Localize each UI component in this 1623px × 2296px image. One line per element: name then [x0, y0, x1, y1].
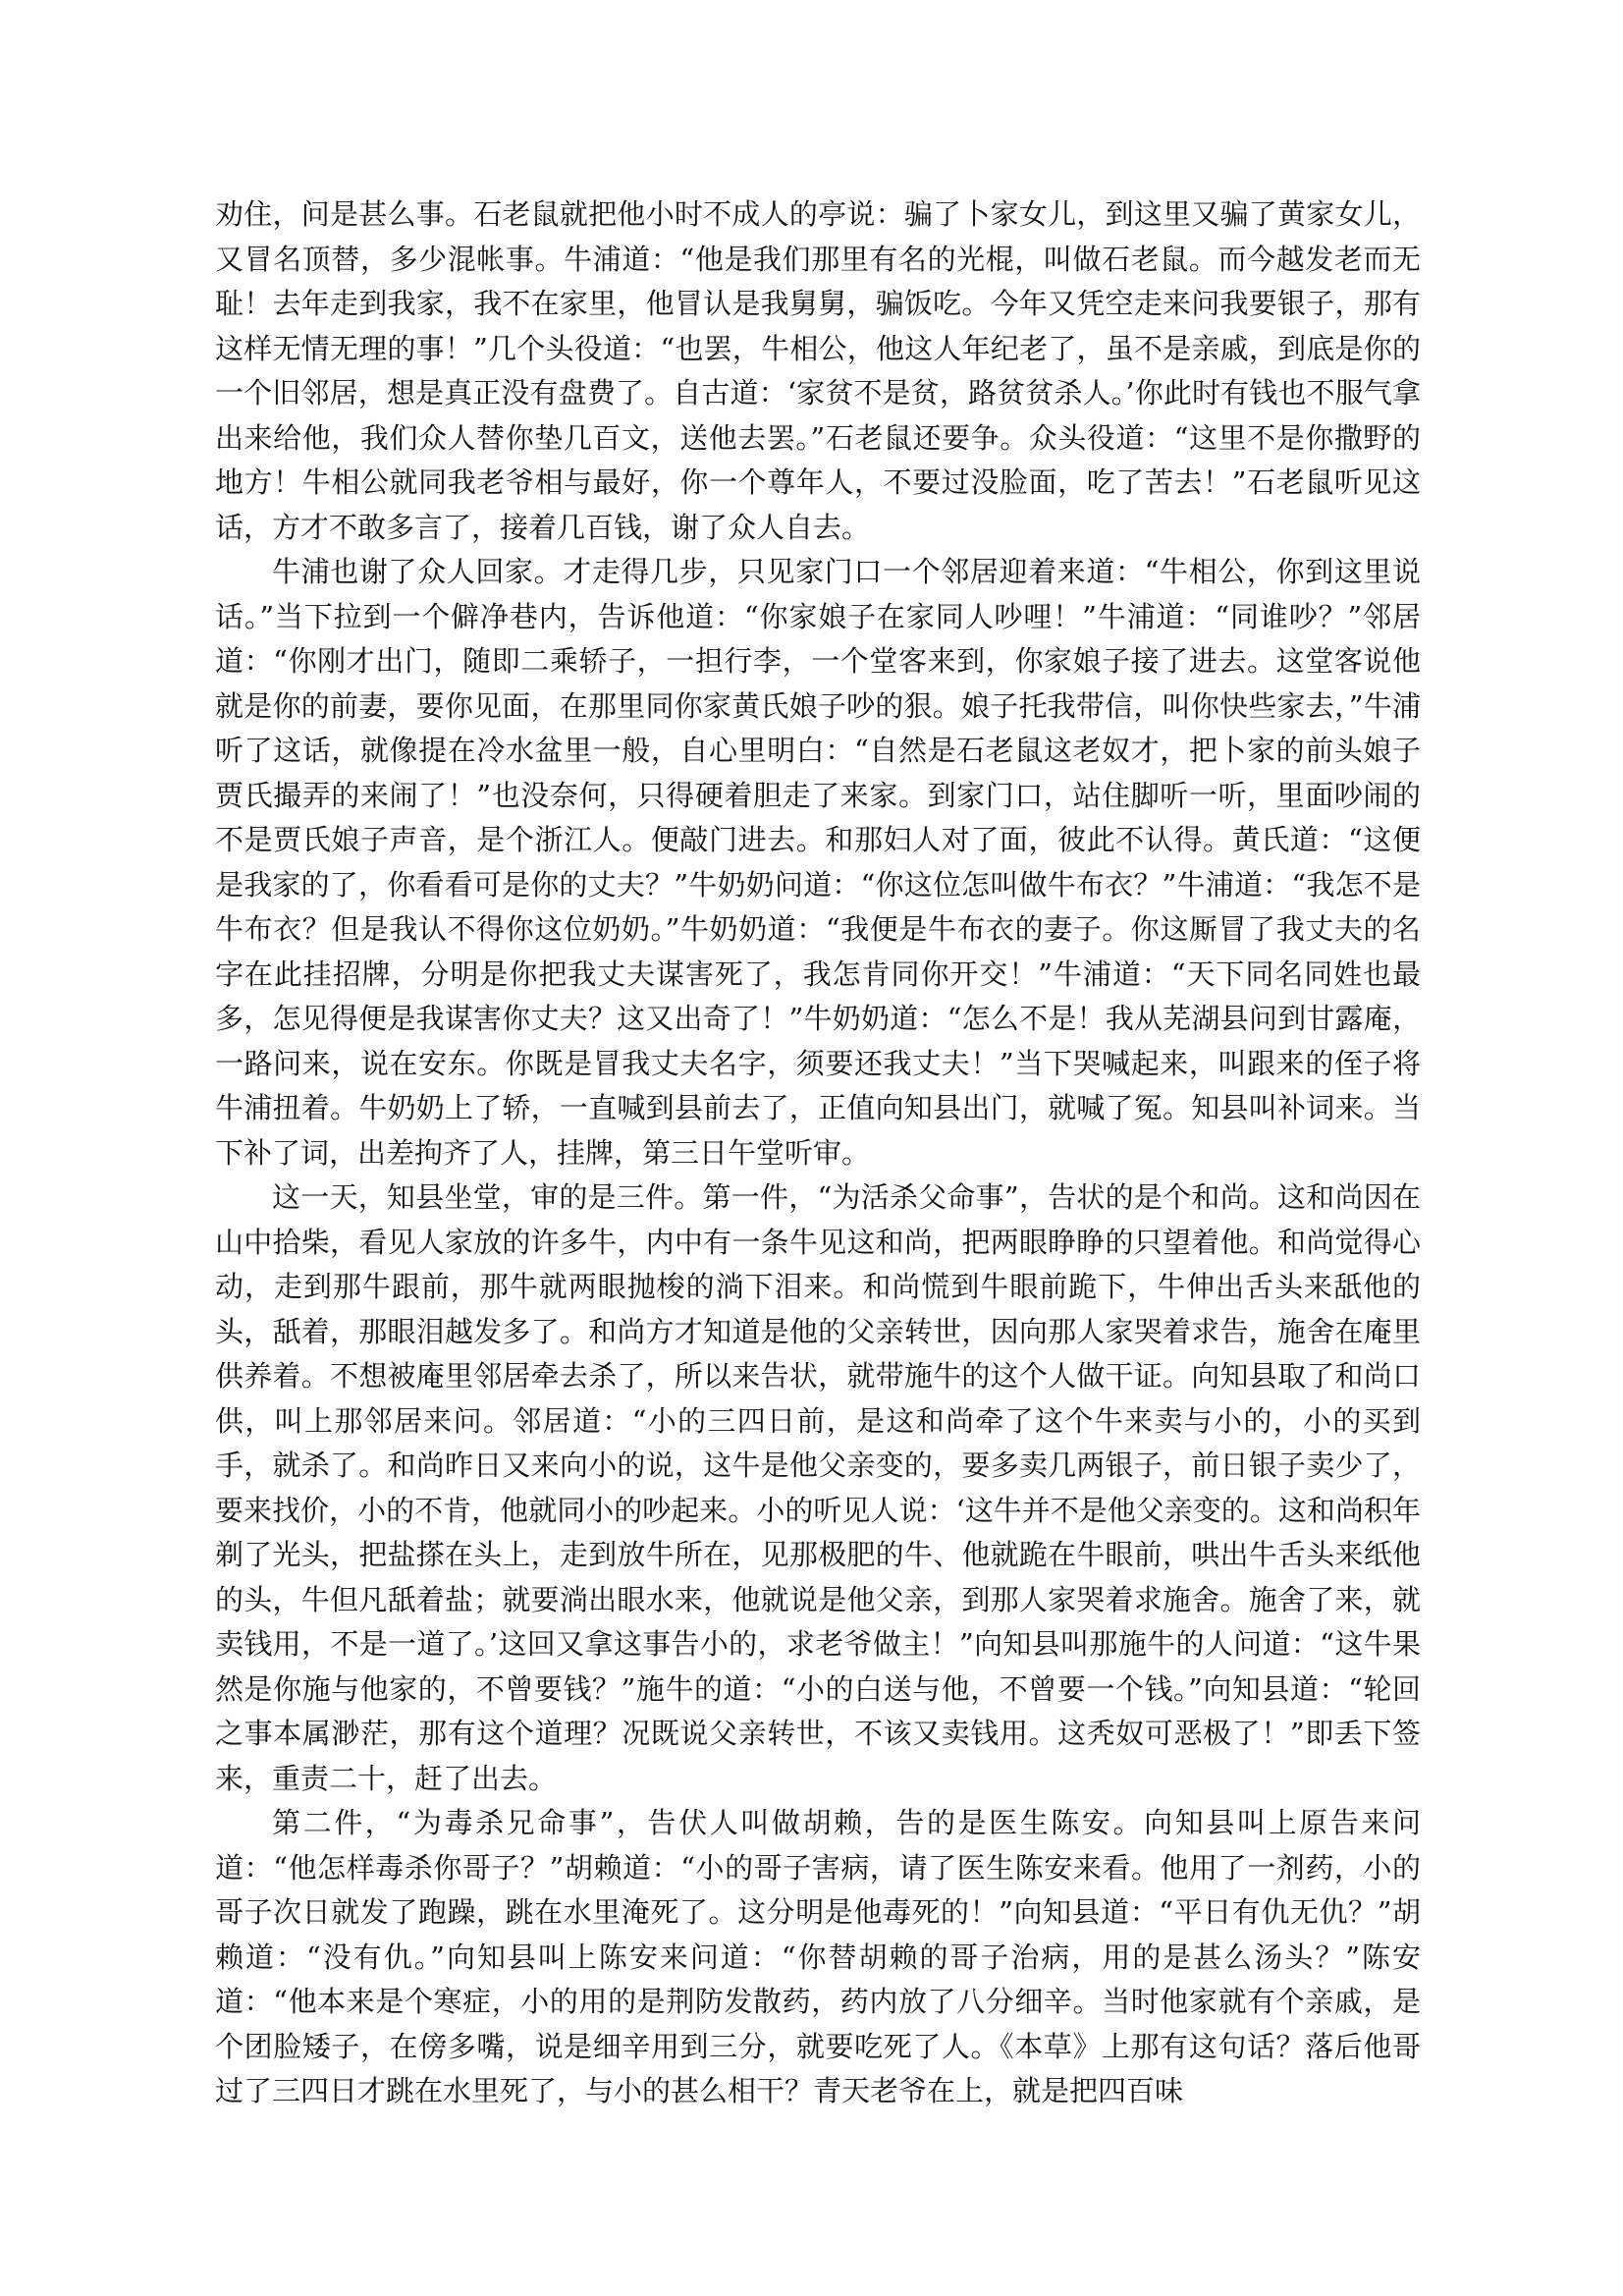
- paragraph-4: 第二件，“为毒杀兄命事”，告伏人叫做胡赖，告的是医生陈安。向知县叫上原告来问道：“他怎样毒杀你哥子？”胡赖道：“小的哥子害病，请了医生陈安来看。他用了一剂药，小的哥子次日就发了跑躁，跳在水里淹死了。这分明是他毒死的！”向知县道：“平日有仇无仇？”胡赖道：“没有仇。”向知县叫上陈安来问道：“你替胡赖的哥子治病，用的是甚么汤头？”陈安道：“他本来是个寒症，小的用的是荆防发散药，药内放了八分细辛。当时他家就有个亲戚，是个团脸矮子，在傍多嘴，说是细辛用到三分，就要吃死了人。《本草》上那有这句话？落后他哥过了三四日才跳在水里死了，与小的甚么相干？青天老爷在上，就是把四百味: [215, 1806, 1421, 2107]
- paragraph-1: 劝住，问是甚么事。石老鼠就把他小时不成人的亭说：骗了卜家女儿，到这里又骗了黄家女儿，又冒名顶替，多少混帐事。牛浦道：“他是我们那里有名的光棍，叫做石老鼠。而今越发老而无耻！去年走到我家，我不在家里，他冒认是我舅舅，骗饭吃。今年又凭空走来问我要银子，那有这样无情无理的事！”几个头役道：“也罢，牛相公，他这人年纪老了，虽不是亲戚，到底是你的一个旧邻居，想是真正没有盘费了。自古道：‘家贫不是贫，路贫贫杀人。’你此时有钱也不服气拿出来给他，我们众人替你垫几百文，送他去罢。”石老鼠还要争。众头役道：“这里不是你撒野的地方！牛相公就同我老爷相与最好，你一个尊年人，不要过没脸面，吃了苦去！”石老鼠听见这话，方才不敢多言了，接着几百钱，谢了众人自去。: [215, 197, 1421, 544]
- document-body: [215, 192, 1421, 2114]
- paragraph-3: 这一天，知县坐堂，审的是三件。第一件，“为活杀父命事”，告状的是个和尚。这和尚因在山中拾柴，看见人家放的许多牛，内中有一条牛见这和尚，把两眼睁睁的只望着他。和尚觉得心动，走到那牛跟前，那牛就两眼抛梭的淌下泪来。和尚慌到牛眼前跪下，牛伸出舌头来舐他的头，舐着，那眼泪越发多了。和尚方才知道是他的父亲转世，因向那人家哭着求告，施舍在庵里供养着。不想被庵里邻居牵去杀了，所以来告状，就带施牛的这个人做干证。向知县取了和尚口供，叫上那邻居来问。邻居道：“小的三四日前，是这和尚牵了这个牛来卖与小的，小的买到手，就杀了。和尚昨日又来向小的说，这牛是他父亲变的，要多卖几两银子，前日银子卖少了，要来找价，小的不肯，他就同小的吵起来。小的听见人说：‘这牛并不是他父亲变的。这和尚积年剃了光头，把盐搽在头上，走到放牛所在，见那极肥的牛、他就跪在牛眼前，哄出牛舌头来纸他的头，牛但凡舐着盐；就要淌出眼水来，他就说是他父亲，到那人家哭着求施舍。施舍了来，就卖钱用，不是一道了。’这回又拿这事告小的，求老爷做主！”向知县叫那施牛的人问道：“这牛果然是你施与他家的，不曾要钱？”施牛的道：“小的白送与他，不曾要一个钱。”向知县道：“轮回之事本属渺茫，那有这个道理？况既说父亲转世，不该又卖钱用。这秃奴可恶极了！”即丢下签来，重责二十，赶了出去。: [215, 1180, 1421, 1795]
- paragraph-2: 牛浦也谢了众人回家。才走得几步，只见家门口一个邻居迎着来道：“牛相公，你到这里说话。”当下拉到一个僻净巷内，告诉他道：“你家娘子在家同人吵哩！”牛浦道：“同谁吵？”邻居道：“你刚才出门，随即二乘轿子，一担行李，一个堂客来到，你家娘子接了进去。这堂客说他就是你的前妻，要你见面，在那里同你家黄氏娘子吵的狠。娘子托我带信，叫你快些家去，”牛浦听了这话，就像提在冷水盆里一般，自心里明白：“自然是石老鼠这老奴才，把卜家的前头娘子贾氏撮弄的来闹了！”也没奈何，只得硬着胆走了来家。到家门口，站住脚听一听，里面吵闹的不是贾氏娘子声音，是个浙江人。便敲门进去。和那妇人对了面，彼此不认得。黄氏道：“这便是我家的了，你看看可是你的丈夫？”牛奶奶问道：“你这位怎叫做牛布衣？”牛浦道：“我怎不是牛布衣？但是我认不得你这位奶奶。”牛奶奶道：“我便是牛布衣的妻子。你这厮冒了我丈夫的名字在此挂招牌，分明是你把我丈夫谋害死了，我怎肯同你开交！”牛浦道：“天下同名同姓也最多，怎见得便是我谋害你丈夫？这又出奇了！”牛奶奶道：“怎么不是！我从芜湖县问到甘露庵，一路问来，说在安东。你既是冒我丈夫名字，须要还我丈夫！”当下哭喊起来，叫跟来的侄子将牛浦扭着。牛奶奶上了轿，一直喊到县前去了，正值向知县出门，就喊了冤。知县叫补词来。当下补了词，出差拘齐了人，挂牌，第三日午堂听审。: [215, 555, 1421, 1170]
